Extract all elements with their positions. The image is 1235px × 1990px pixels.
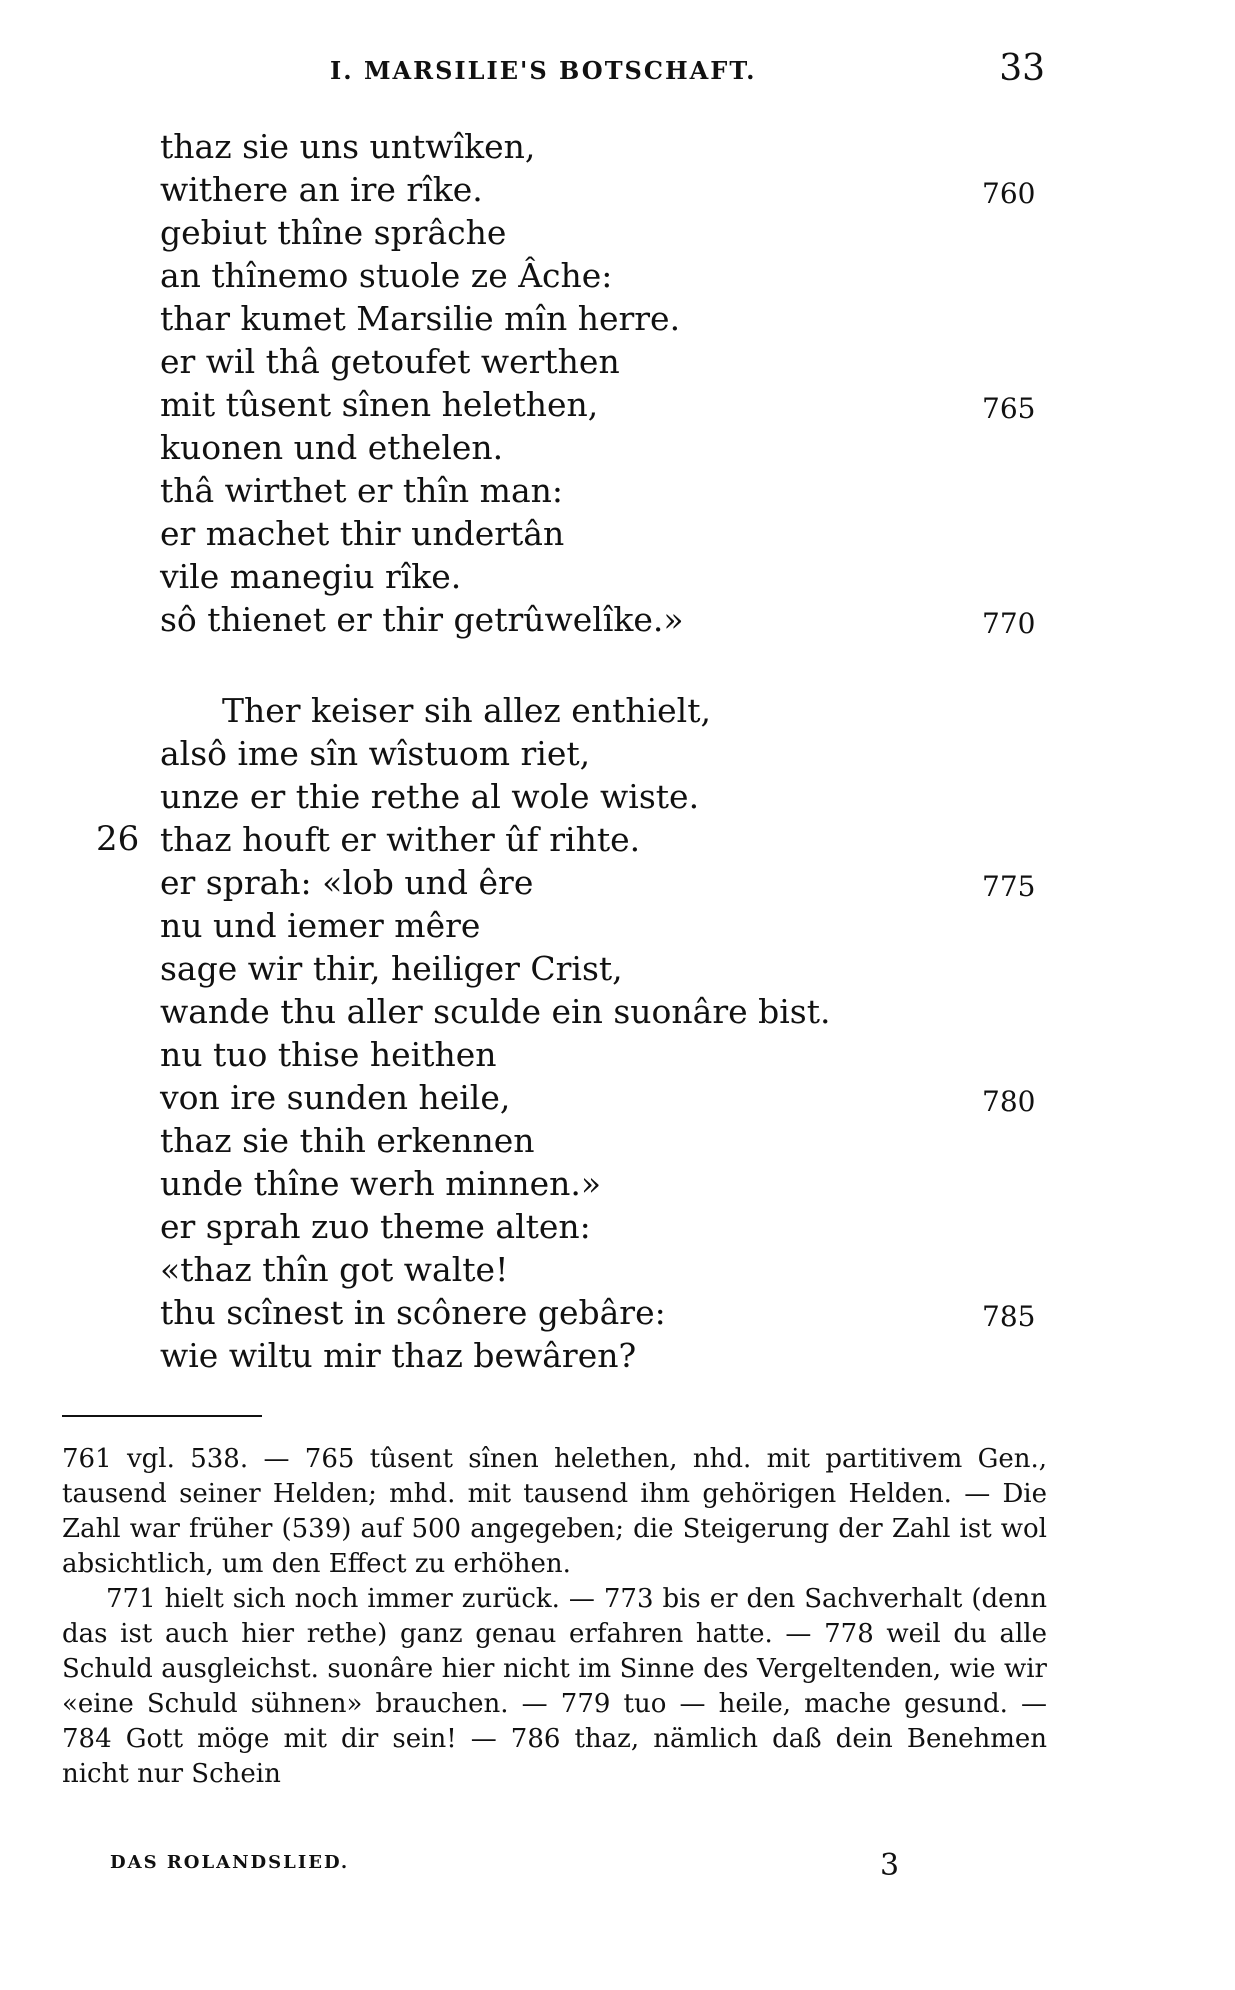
stanza (96, 689, 1060, 1377)
verse-text: thaz sie uns untwîken, (160, 127, 536, 166)
margin-number: 26 (96, 819, 140, 859)
verse-line (160, 340, 1060, 383)
running-title: I. MARSILIE'S BOTSCHAFT. (330, 56, 757, 85)
verse-line (160, 1119, 1060, 1162)
verse-line (96, 818, 1060, 861)
line-number: 775 (982, 870, 1036, 903)
verse-line (160, 732, 1060, 775)
verse-line (160, 125, 1060, 168)
verse-text: er machet thir undertân (160, 514, 565, 553)
poem-text (96, 125, 1060, 1377)
verse-line (160, 555, 1060, 598)
verse-line (160, 598, 1060, 641)
verse-line (160, 861, 1060, 904)
verse-text: sage wir thir, heiliger Crist, (160, 949, 623, 988)
verse-line (160, 383, 1060, 426)
verse-text: thaz houft er wither ûf rihte. (160, 820, 641, 859)
verse-text: nu tuo thise heithen (160, 1035, 497, 1074)
verse-line (160, 469, 1060, 512)
line-number: 765 (982, 392, 1036, 425)
verse-line (160, 512, 1060, 555)
verse-line (160, 211, 1060, 254)
verse-text: thar kumet Marsilie mîn herre. (160, 299, 681, 338)
line-number: 760 (982, 177, 1036, 210)
verse-line (160, 904, 1060, 947)
line-number: 770 (982, 607, 1036, 640)
verse-text: er wil thâ getoufet werthen (160, 342, 620, 381)
verse-text: gebiut thîne sprâche (160, 213, 507, 252)
verse-text: unze er thie rethe al wole wiste. (160, 777, 700, 816)
verse-text: thaz sie thih erkennen (160, 1121, 535, 1160)
page-footer (0, 1848, 1235, 1888)
verse-line (160, 1076, 1060, 1119)
verse-line (160, 947, 1060, 990)
verse-text: er sprah: «lob und êre (160, 863, 534, 902)
verse-line (160, 1334, 1060, 1377)
verse-text: wande thu aller sculde ein suonâre bist. (160, 992, 831, 1031)
verse-text: withere an ire rîke. (160, 170, 483, 209)
verse-text: thu scînest in scônere gebâre: (160, 1293, 666, 1332)
verse-line (160, 426, 1060, 469)
footnote-paragraph: 771 hielt sich noch immer zurück. — 773 bis er den Sachverhalt (denn das ist auch hier rethe) ganz genau erfahren hatte. — 778 weil du alle Schuld ausgleichst. suonâre hier nicht im Sinne des Vergeltenden, wie wir «eine Schuld sühnen» brauchen. — 779 tuo — heile, mache gesund. — 784 Gott möge mit dir sein! — 786 thaz, nämlich daß dein Benehmen nicht nur Schein (62, 1584, 1047, 1789)
verse-text: unde thîne werh minnen.» (160, 1164, 602, 1203)
line-number: 780 (982, 1085, 1036, 1118)
line-number: 785 (982, 1300, 1036, 1333)
verse-text: sô thienet er thir getrûwelîke.» (160, 600, 684, 639)
verse-line (160, 254, 1060, 297)
verse-line (160, 689, 1060, 732)
verse-text: kuonen und ethelen. (160, 428, 504, 467)
verse-text: thâ wirthet er thîn man: (160, 471, 563, 510)
verse-line (160, 168, 1060, 211)
verse-text: vile manegiu rîke. (160, 557, 462, 596)
verse-text: mit tûsent sînen helethen, (160, 385, 599, 424)
verse-text: er sprah zuo theme alten: (160, 1207, 591, 1246)
signature-number: 3 (880, 1848, 900, 1883)
footnote-paragraph: 761 vgl. 538. — 765 tûsent sînen helethen, nhd. mit partitivem Gen., tausend seiner Helden; mhd. mit tausend ihm gehörigen Helden. — Die Zahl war früher (539) auf 500 angegeben; die Steigerung der Zahl ist wol absichtlich, um den Effect zu erhöhen. (62, 1444, 1047, 1579)
footnote-rule (62, 1415, 262, 1417)
verse-line (160, 1205, 1060, 1248)
verse-text: nu und iemer mêre (160, 906, 481, 945)
verse-line (160, 1291, 1060, 1334)
verse-text: wie wiltu mir thaz bewâren? (160, 1336, 637, 1375)
footnotes (62, 1442, 1047, 1792)
verse-line (160, 1162, 1060, 1205)
stanza (160, 125, 1060, 641)
verse-text: von ire sunden heile, (160, 1078, 511, 1117)
verse-line (160, 1248, 1060, 1291)
page-header (0, 48, 1235, 88)
page-number: 33 (999, 48, 1045, 89)
verse-line (160, 297, 1060, 340)
verse-text: «thaz thîn got walte! (160, 1250, 509, 1289)
verse-line (160, 1033, 1060, 1076)
signature-mark: DAS ROLANDSLIED. (110, 1852, 350, 1873)
verse-text: alsô ime sîn wîstuom riet, (160, 734, 591, 773)
verse-line (160, 775, 1060, 818)
verse-text: Ther keiser sih allez enthielt, (222, 691, 711, 730)
verse-line (160, 990, 1060, 1033)
verse-text: an thînemo stuole ze Âche: (160, 256, 613, 295)
